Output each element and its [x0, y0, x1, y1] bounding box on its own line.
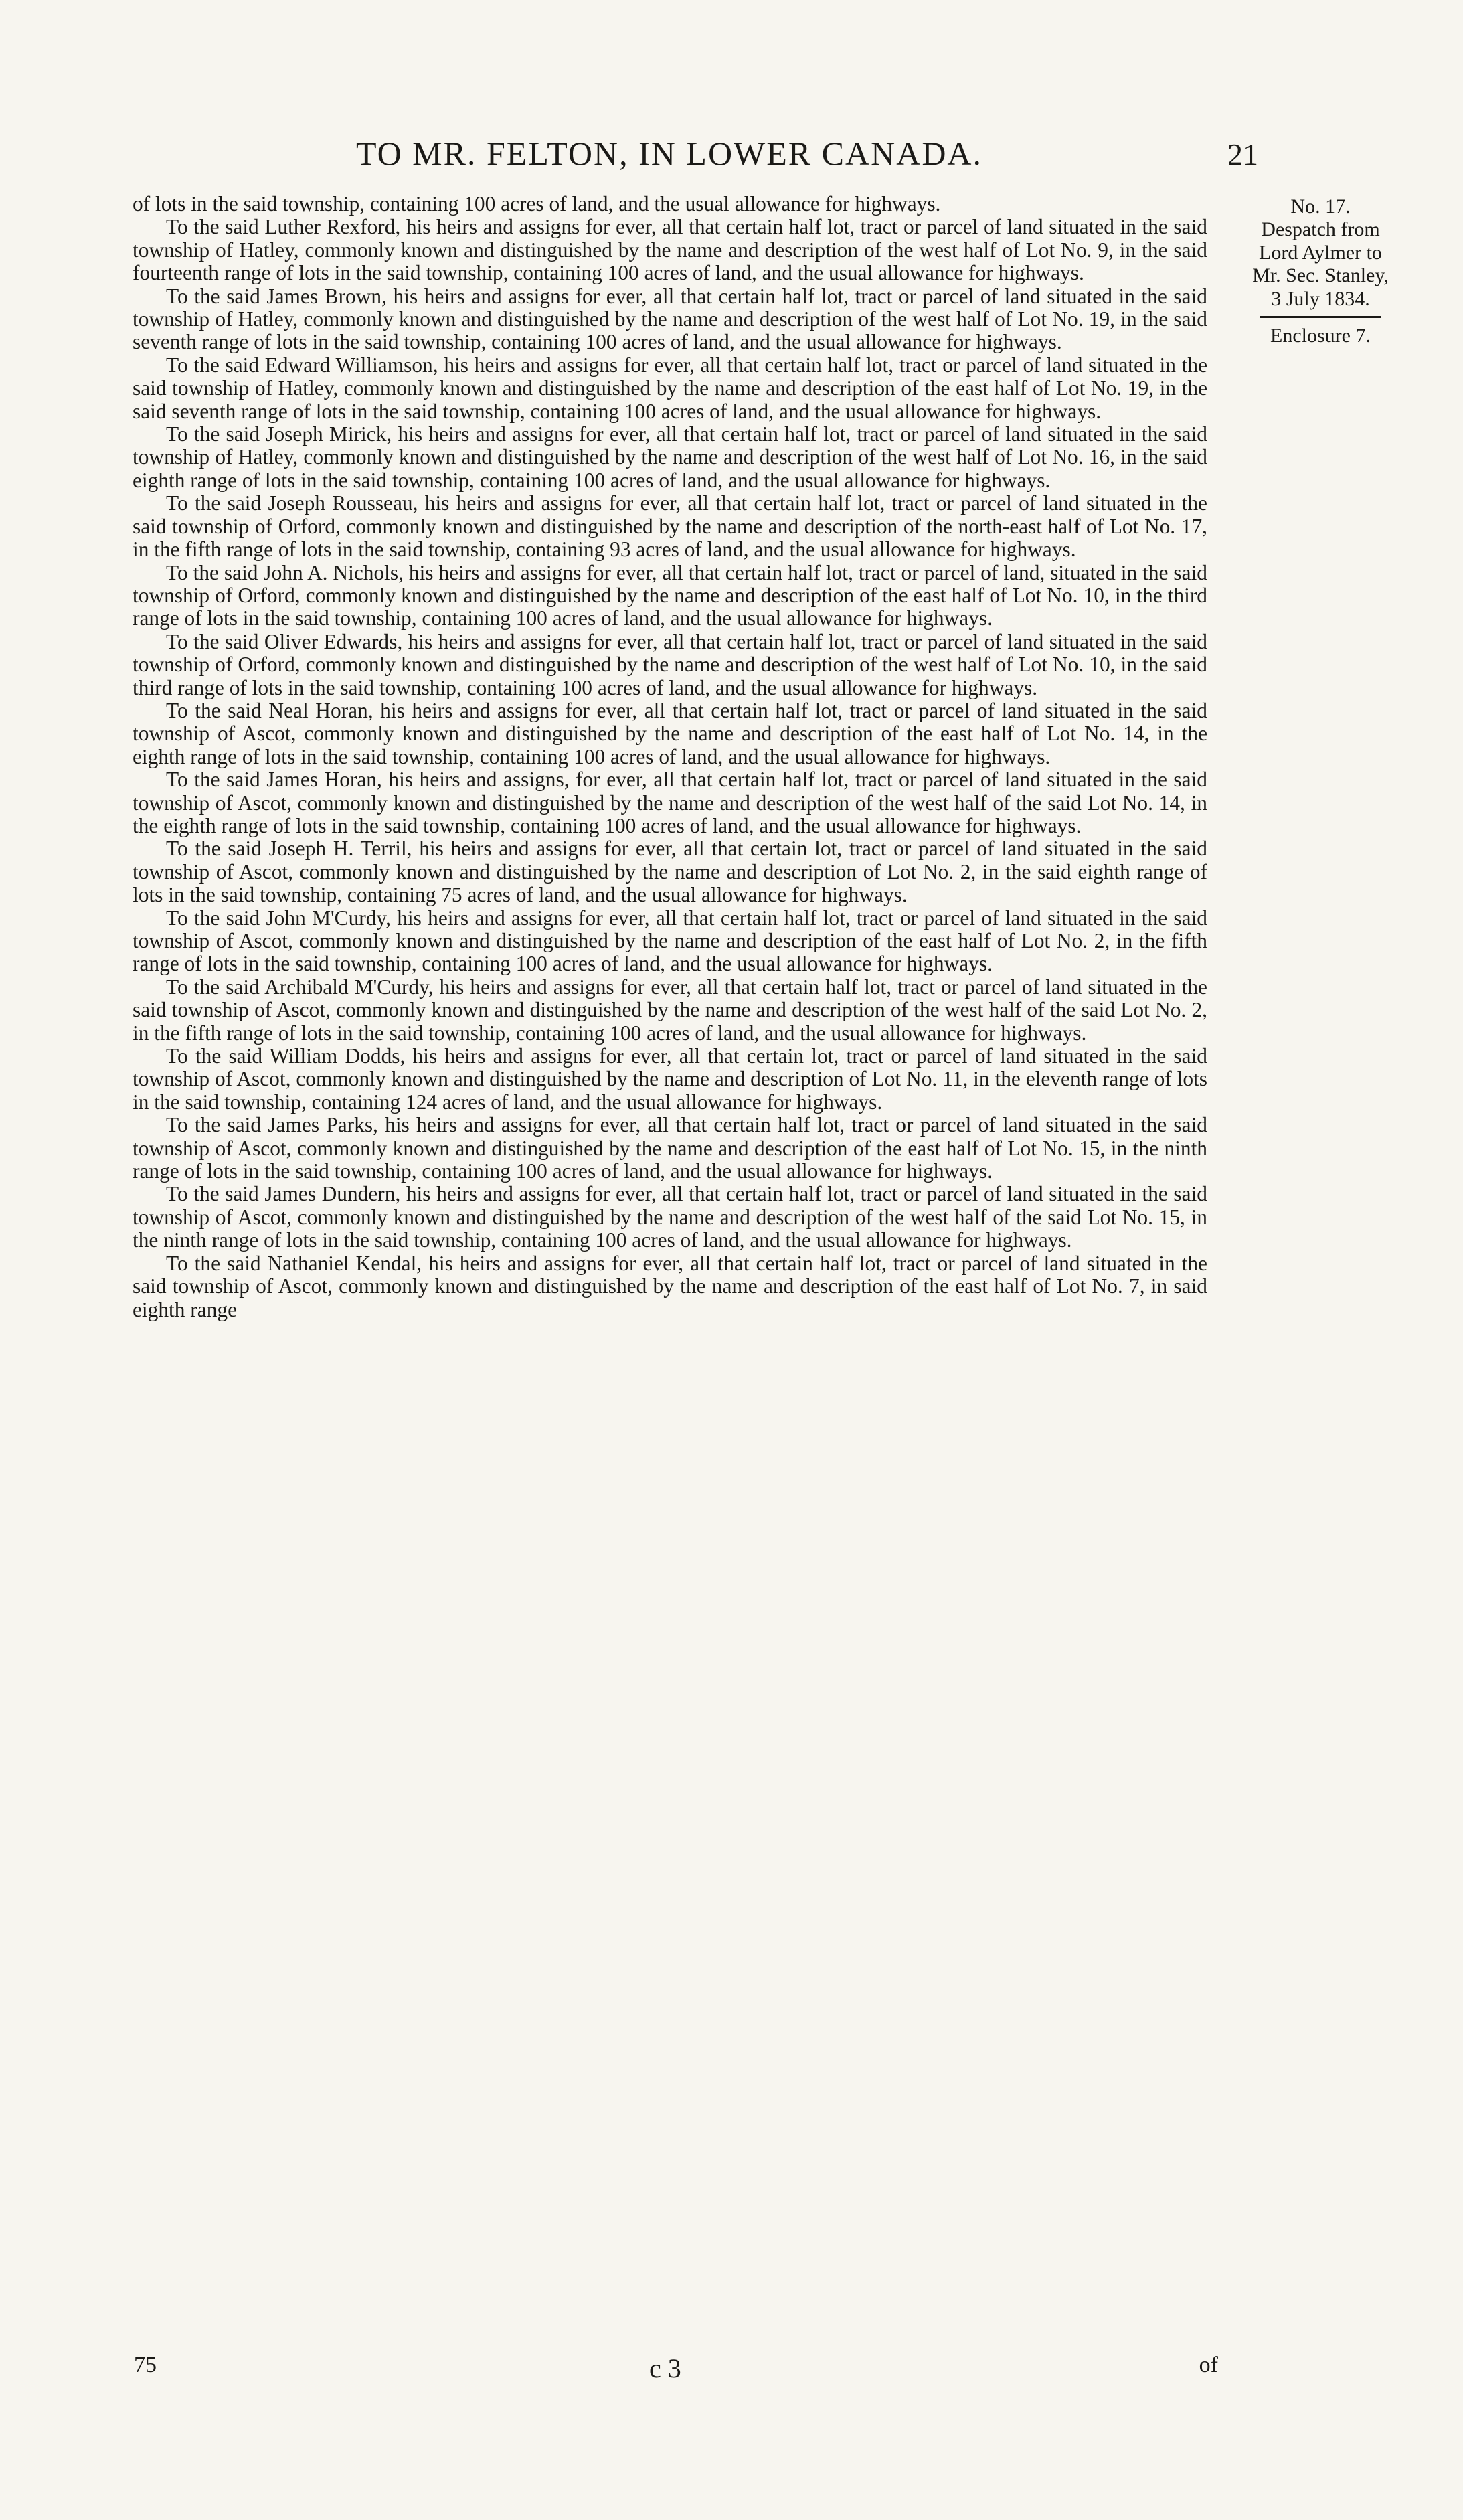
paragraph: To the said William Dodds, his heirs and assigns for ever, all that certain lot, tract or parcel of land situated in the said township of Ascot, commonly known and distinguished by the name and description of Lot No. 11, in the eleventh range of lots in the said township, containing 124 acres of land, and the usual allowance for highways. [133, 1044, 1207, 1114]
margin-line-4: 3 July 1834. [1271, 287, 1370, 310]
margin-line-2: Lord Aylmer to [1259, 241, 1382, 264]
page-title: TO MR. FELTON, IN LOWER CANADA. [355, 135, 983, 172]
margin-note [1230, 195, 1411, 347]
paragraph: To the said John M'Curdy, his heirs and assigns for ever, all that certain half lot, tract or parcel of land situated in the said township of Ascot, commonly known and distinguished by the name and description of the east half of Lot No. 2, in the fifth range of lots in the said township, containing 100 acres of land, and the usual allowance for highways. [133, 906, 1207, 976]
enclosure-label: Enclosure 7. [1270, 325, 1371, 347]
paragraph: To the said James Parks, his heirs and assigns for ever, all that certain half lot, tract or parcel of land situated in the said township of Ascot, commonly known and distinguished by the name and description of the east half of Lot No. 15, in the ninth range of lots in the said township, containing 100 acres of land, and the usual allowance for highways. [133, 1113, 1207, 1183]
paragraph: To the said Joseph Rousseau, his heirs and assigns for ever, all that certain half lot, tract or parcel of land situated in the said township of Orford, commonly known and distinguished by the name and description of the north-east half of Lot No. 17, in the fifth range of lots in the said township, containing 93 acres of land, and the usual allowance for highways. [133, 491, 1207, 562]
running-header [134, 134, 1258, 173]
paragraph: of lots in the said township, containing 100 acres of land, and the usual allowance for highways. [133, 192, 941, 216]
margin-line-3: Mr. Sec. Stanley, [1252, 264, 1389, 287]
footer-number: 75 [134, 2353, 157, 2377]
page-footer [134, 2353, 1218, 2383]
page-number: 21 [1227, 137, 1258, 171]
paragraph: To the said Oliver Edwards, his heirs and assigns for ever, all that certain half lot, tract or parcel of land situated in the said township of Orford, commonly known and distinguished by the name and description of the west half of Lot No. 10, in the said third range of lots in the said township, containing 100 acres of land, and the usual allowance for highways. [133, 629, 1207, 699]
paragraph: To the said Archibald M'Curdy, his heirs and assigns for ever, all that certain half lot, tract or parcel of land situated in the said township of Ascot, commonly known and distinguished by the name and description of the west half of the said Lot No. 2, in the fifth range of lots in the said township, containing 100 acres of land, and the usual allowance for highways. [133, 975, 1207, 1045]
paragraph: To the said Nathaniel Kendal, his heirs and assigns for ever, all that certain half lot, tract or parcel of land situated in the said township of Ascot, commonly known and distinguished by the name and description of the east half of Lot No. 7, in said eighth range [133, 1251, 1207, 1321]
margin-line-1: Despatch from [1261, 218, 1380, 241]
paragraph: To the said Neal Horan, his heirs and assigns for ever, all that certain half lot, tract or parcel of land situated in the said township of Ascot, commonly known and distinguished by the name and description of the east half of Lot No. 14, in the eighth range of lots in the said township, containing 100 acres of land, and the usual allowance for highways. [133, 698, 1207, 768]
paragraph: To the said Joseph Mirick, his heirs and assigns for ever, all that certain half lot, tract or parcel of land situated in the said township of Hatley, commonly known and distinguished by the name and description of the west half of Lot No. 16, in the said eighth range of lots in the said township, containing 100 acres of land, and the usual allowance for highways. [133, 422, 1207, 492]
signature-mark: c 3 [649, 2353, 681, 2383]
margin-divider [1260, 316, 1381, 318]
paragraph: To the said James Dundern, his heirs and assigns for ever, all that certain half lot, tract or parcel of land situated in the said township of Ascot, commonly known and distinguished by the name and description of the west half of the said Lot No. 15, in the ninth range of lots in the said township, containing 100 acres of land, and the usual allowance for highways. [133, 1182, 1207, 1252]
paragraph: To the said Joseph H. Terril, his heirs and assigns for ever, all that certain lot, tract or parcel of land situated in the said township of Ascot, commonly known and distinguished by the name and description of Lot No. 2, in the said eighth range of lots in the said township, containing 75 acres of land, and the usual allowance for highways. [133, 837, 1207, 907]
paragraph: To the said John A. Nichols, his heirs and assigns for ever, all that certain half lot, tract or parcel of land, situated in the said township of Orford, commonly known and distinguished by the name and description of the east half of Lot No. 10, in the third range of lots in the said township, containing 100 acres of land, and the usual allowance for highways. [133, 560, 1207, 631]
body-text [133, 193, 1207, 1321]
despatch-number: No. 17. [1290, 195, 1351, 218]
paragraph: To the said Luther Rexford, his heirs and assigns for ever, all that certain half lot, tract or parcel of land situated in the said township of Hatley, commonly known and distinguished by the name and description of the west half of Lot No. 9, in the said fourteenth range of lots in the said township, containing 100 acres of land, and the usual allowance for highways. [133, 215, 1207, 285]
paragraph: To the said James Brown, his heirs and assigns for ever, all that certain half lot, tract or parcel of land situated in the said township of Hatley, commonly known and distinguished by the name and description of the west half of Lot No. 19, in the said seventh range of lots in the said township, containing 100 acres of land, and the usual allowance for highways. [133, 284, 1207, 354]
paragraph: To the said Edward Williamson, his heirs and assigns for ever, all that certain half lot, tract or parcel of land situated in the said township of Hatley, commonly known and distinguished by the name and description of the east half of Lot No. 19, in the said seventh range of lots in the said township, containing 100 acres of land, and the usual allowance for highways. [133, 353, 1207, 423]
catchword: of [1199, 2353, 1218, 2377]
paragraph: To the said James Horan, his heirs and assigns, for ever, all that certain half lot, tract or parcel of land situated in the said township of Ascot, commonly known and distinguished by the name and description of the west half of the said Lot No. 14, in the eighth range of lots in the said township, containing 100 acres of land, and the usual allowance for highways. [133, 768, 1207, 837]
